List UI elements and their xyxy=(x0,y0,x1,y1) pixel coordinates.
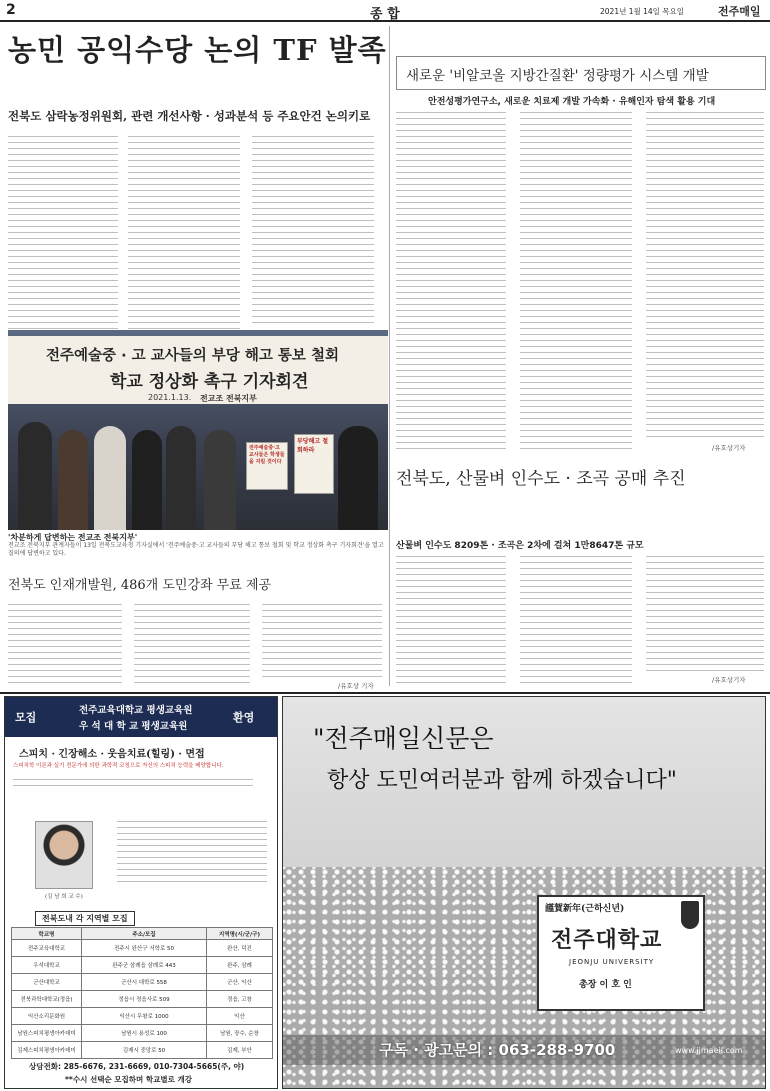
intro-text: 스피치학 이론과 실기 전문가에 의한 과학적 코칭으로 자신의 스피치 능력을 배양합니다. xyxy=(13,763,224,769)
table-row xyxy=(12,974,273,991)
body-column-3 xyxy=(646,556,764,674)
org-line-2: 우 석 대 학 교 평생교육원 xyxy=(79,721,188,732)
body-column-1 xyxy=(396,556,506,684)
headline: 전북도 인재개발원, 486개 도민강좌 무료 제공 xyxy=(8,578,272,593)
table-cell: 익산시 무왕로 1000 xyxy=(82,1008,207,1025)
body-column-2 xyxy=(128,136,240,336)
region-table xyxy=(11,927,273,1059)
article-rice-sale xyxy=(396,464,766,690)
banner-date: 2021.1.13. xyxy=(148,393,192,402)
byline: /유호상기자 xyxy=(712,444,746,452)
table-row xyxy=(12,1025,273,1042)
table-cell: 우석대학교 xyxy=(12,957,82,974)
program-list xyxy=(117,821,267,887)
table-header: 주소/모집 xyxy=(82,928,207,940)
article-lectures xyxy=(8,574,388,690)
table-cell: 정읍시 정읍사로 509 xyxy=(82,991,207,1008)
photo-caption xyxy=(8,532,388,560)
section-title: 종 합 xyxy=(370,7,400,22)
instructor-photo xyxy=(35,821,93,889)
org-line-1: 전주교육대학교 평생교육원 xyxy=(79,705,193,716)
banner-line-2: 학교 정상화 촉구 기자회견 xyxy=(110,372,309,392)
subscription-contact: 구독 · 광고문의 : 063-288-9700 xyxy=(379,1041,616,1059)
protest-sign: 전주예술중·고 교사들은 학생들을 지킬 것이다 xyxy=(246,442,288,490)
subhead: 전북도 삼락농정위원회, 관련 개선사항 · 성과분석 등 주요안건 논의키로 xyxy=(8,109,371,123)
body-column-3 xyxy=(262,604,382,680)
ad-newspaper xyxy=(282,696,766,1089)
table-row xyxy=(12,1042,273,1059)
byline: /유호상기자 xyxy=(712,676,746,684)
table-cell: 익산소리문화원 xyxy=(12,1008,82,1025)
tag-left: 모집 xyxy=(15,711,37,724)
body-column-1 xyxy=(396,112,506,452)
body-column-2 xyxy=(134,604,250,686)
table-cell: 완주군 삼례읍 삼례로 443 xyxy=(82,957,207,974)
course-title: 스피치 · 긴장해소 · 웃음치료(힐링) · 면접 xyxy=(19,749,205,760)
body-column-3 xyxy=(646,112,764,442)
body-column-3 xyxy=(252,136,374,324)
person xyxy=(58,430,88,530)
note-line: **수시 선택순 모집하며 학교별로 개강 xyxy=(65,1075,192,1084)
website-url: www.jjmaeil.com xyxy=(675,1046,743,1055)
table-row xyxy=(12,991,273,1008)
article-farmer-allowance xyxy=(8,30,387,350)
banner-line-1: 전주예술중 · 고 교사들의 부당 해고 통보 철회 xyxy=(46,348,339,364)
table-cell: 완산, 덕진 xyxy=(207,940,273,957)
slogan-line-2: 항상 도민여러분과 함께 하겠습니다" xyxy=(327,768,677,793)
table-cell: 김제스피치평생아카데미 xyxy=(12,1042,82,1059)
person xyxy=(94,426,126,530)
article-fatty-liver xyxy=(396,56,766,456)
table-row xyxy=(12,940,273,957)
table-row xyxy=(12,957,273,974)
person xyxy=(338,426,378,530)
person xyxy=(204,430,236,530)
table-cell: 전북과학대학교(정읍) xyxy=(12,991,82,1008)
table-cell: 전주시 완산구 서학로 50 xyxy=(82,940,207,957)
subhead: 안전성평가연구소, 새로운 치료제 개발 가속화 · 유해인자 탐색 활용 기대 xyxy=(428,97,716,107)
person xyxy=(132,430,162,530)
caption-body: 전교조 전북지부 관계자들이 13일 전북도교육청 기자실에서 '전주예술중·고 교사들의 부당 해고 통보 철회 및 학교 정상화 촉구 기자회견'을 열고 질의에 답변하고 있다. xyxy=(8,542,384,557)
press-conference-photo xyxy=(8,330,388,530)
ad-speech-academy xyxy=(4,696,278,1089)
instructor-name: (김 남 희 교 수) xyxy=(45,894,83,900)
tag-right: 환영 xyxy=(233,711,255,724)
table-cell: 김제시 중앙로 50 xyxy=(82,1042,207,1059)
person xyxy=(18,422,52,530)
body-column-2 xyxy=(520,556,632,684)
paper-name: 전주매일 xyxy=(718,5,761,18)
issue-date: 2021년 1월 14일 목요일 xyxy=(600,7,685,16)
greeting: 謹賀新年(근하신년) xyxy=(545,904,625,914)
table-cell: 남원시 용성로 100 xyxy=(82,1025,207,1042)
table-cell: 김제, 부안 xyxy=(207,1042,273,1059)
university-logo xyxy=(681,901,699,929)
table-cell: 정읍, 고창 xyxy=(207,991,273,1008)
president: 총장 이 호 인 xyxy=(579,980,632,990)
intro-details xyxy=(13,779,253,791)
caption-title: '차분하게 답변하는 전교조 전북지부' xyxy=(8,533,138,542)
page-number: 2 xyxy=(6,2,16,18)
table-cell: 남원스피치평생아카데미 xyxy=(12,1025,82,1042)
table-cell: 군산대학교 xyxy=(12,974,82,991)
masthead xyxy=(0,0,770,22)
table-cell: 완주, 삼례 xyxy=(207,957,273,974)
subhead: 산물벼 인수도 8209톤 · 조곡은 2차에 걸쳐 1만8647톤 규모 xyxy=(396,541,644,551)
slogan-line-1: "전주매일신문은 xyxy=(313,724,494,753)
table-cell: 남원, 장수, 순창 xyxy=(207,1025,273,1042)
body-column-2 xyxy=(520,112,632,452)
table-cell: 군산, 익산 xyxy=(207,974,273,991)
contact-line: 상담전화: 285-6676, 231-6669, 010-7304-5665(주, 야) xyxy=(29,1062,245,1071)
list-header: 전북도내 각 지역별 모집 xyxy=(35,911,135,926)
headline: 농민 공익수당 논의 TF 발족 xyxy=(8,33,387,67)
protest-sign: 부당해고 철회하라 xyxy=(294,434,334,494)
headline: 새로운 '비알코올 지방간질환' 정량평가 시스템 개발 xyxy=(406,68,709,84)
university-en: JEONJU UNIVERSITY xyxy=(569,958,655,966)
table-cell: 익산 xyxy=(207,1008,273,1025)
table-row xyxy=(12,1008,273,1025)
byline: /유호상 기자 xyxy=(338,682,374,690)
table-cell: 전주교육대학교 xyxy=(12,940,82,957)
table-cell: 군산시 대학로 558 xyxy=(82,974,207,991)
table-header: 학교명 xyxy=(12,928,82,940)
table-header: 지역명(시/군/구) xyxy=(207,928,273,940)
headline: 전북도, 산물벼 인수도 · 조곡 공매 추진 xyxy=(396,469,686,489)
body-column-1 xyxy=(8,604,122,686)
person xyxy=(166,426,196,530)
university-name: 전주대학교 xyxy=(551,927,663,953)
banner-org: 전교조 전북지부 xyxy=(200,394,257,403)
body-column-1 xyxy=(8,136,118,346)
